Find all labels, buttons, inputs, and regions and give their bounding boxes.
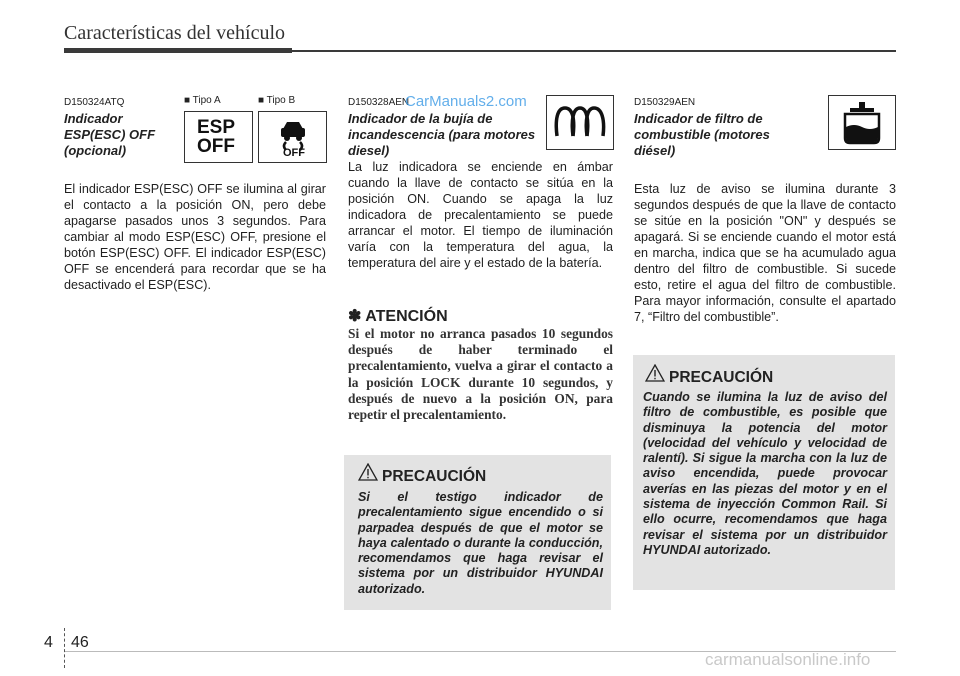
type-b-label: ■ Tipo B [258,95,296,106]
fuel-filter-icon [828,95,896,150]
section-code: D150329AEN [634,97,696,108]
attention-body: Si el motor no arranca pasados 10 segundos después de haber terminado el precalentamiento, vuelva a girar el contacto a la posición LOCK durante 10 segundos, y después de nuevo a la posición ON, para repetir el precalentamiento. [348,326,613,423]
section-heading: Indicador de la bujía de incandescencia (para motores diesel) [348,111,536,158]
type-a-label: ■ Tipo A [184,95,221,106]
watermark-top: CarManuals2.com [405,93,527,110]
fuel-filter-water-icon [829,96,895,149]
caution-title: PRECAUCIÓN [382,468,487,485]
skidding-car-off-icon [258,111,327,163]
header-rule [292,50,896,52]
header-accent-bar [64,48,292,53]
section-code: D150324ATQ [64,97,125,108]
section-heading: Indicador ESP(ESC) OFF (opcional) [64,111,156,158]
attention-heading: ✽ ATENCIÓN [348,308,448,325]
caution-title: PRECAUCIÓN [669,369,774,386]
warning-triangle-icon [358,463,378,481]
esp-off-icon-text: ESP [197,117,236,138]
caution-body: Cuando se ilumina la luz de aviso del filtro de combustible, es posible que disminuya la potencia del motor (velocidad del vehículo y velocidad de ralentí). Si sigue la marcha con la luz de aviso encendida, puede provocar averías en las piezas del motor y en el sistema de inyección Common Rail. Si ello ocurre, recomendamos que haga revisar el sistema por un distribuidor HYUNDAI autorizado. [643,390,887,557]
page-number: 46 [71,634,89,651]
section-body: Esta luz de aviso se ilumina durante 3 segundos después de que la llave de contacto se sitúe en la posición "ON" y después se apagará. Si se enciende cuando el motor está en marcha, indica que se ha acumulado agua dentro del filtro de combustible. Si sucede esto, retire el agua del filtro de combustible. Para mayor información, consulte el apartado 7, “Filtro del combustible”. [634,182,896,324]
caution-box [344,455,611,610]
caution-body: Si el testigo indicador de precalentamiento sigue encendido o si parpadea después de que el motor se haya calentado o durante la conducción, recomendamos que haga revisar el sistema por un distribuidor HYUNDAI autorizado. [358,490,603,596]
page-header-title: Características del vehículo [64,22,286,44]
glow-plug-coil-icon [547,96,613,149]
section-heading: Indicador de filtro de combustible (motores diésel) [634,111,770,158]
section-body: La luz indicadora se enciende en ámbar cuando la llave de contacto se sitúa en la posición ON. Cuando se apaga la luz indicadora de precalentamiento se puede arrancar el motor. El tiempo de iluminación varía con la temperatura del agua, la temperatura del aire y el estado de la batería. [348,160,613,270]
section-code: D150328AEN [348,97,410,108]
section-body: El indicador ESP(ESC) OFF se ilumina al girar el contacto a la posición ON, pero debe apagarse pasados unos 3 segundos. Para cambiar al modo ESP(ESC) OFF, presione el botón ESP(ESC) OFF. El indicador ESP(ESC) OFF se encenderá para recordar que se ha desactivado el ESP(ESC). [64,182,326,292]
esp-off-icon [184,111,253,163]
page-number-separator [64,628,65,668]
caution-box [633,355,895,590]
warning-triangle-icon [645,364,665,382]
chapter-number: 4 [44,634,53,651]
skidding-car-off-text: OFF [283,147,305,159]
esp-off-icon-text: OFF [197,136,235,157]
glow-plug-icon [546,95,614,150]
watermark-bottom: carmanualsonline.info [705,650,871,669]
